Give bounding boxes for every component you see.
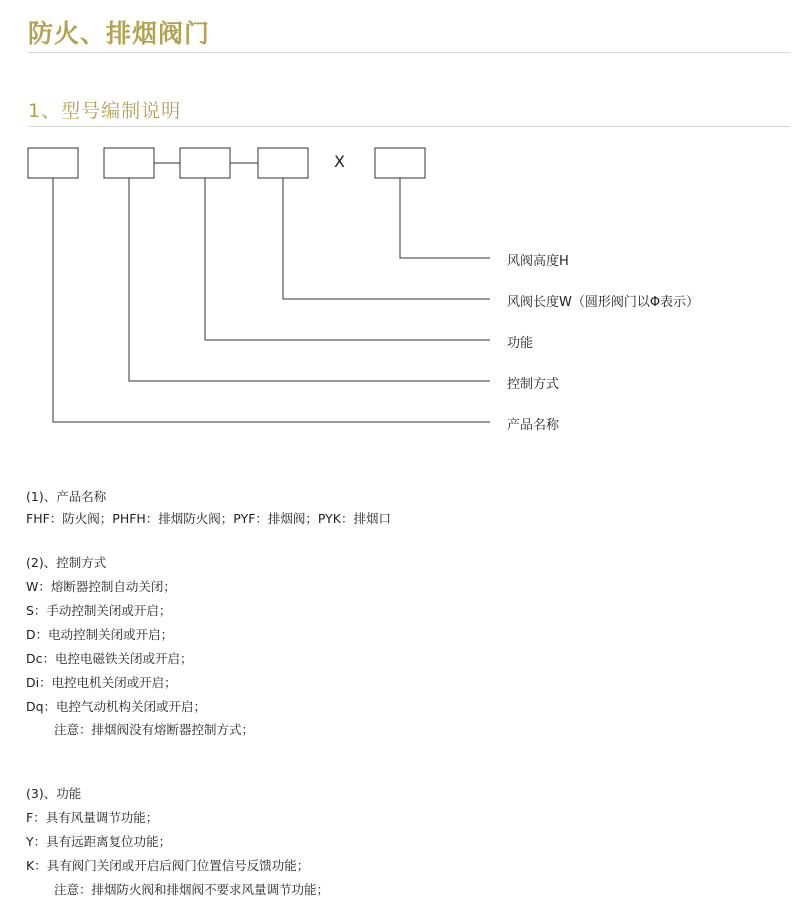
leader-length	[283, 178, 490, 299]
label-control: 控制方式	[507, 377, 560, 392]
model-code-diagram	[0, 0, 800, 440]
multiply-separator: X	[334, 152, 345, 171]
control-note: 注意：排烟阀没有熔断器控制方式；	[54, 722, 255, 737]
leader-height	[400, 178, 490, 258]
function-line: F：具有风量调节功能；	[26, 810, 159, 825]
leader-product	[53, 178, 490, 422]
label-product: 产品名称	[507, 418, 560, 433]
label-height: 风阀高度H	[507, 254, 569, 269]
box-length	[258, 148, 308, 178]
control-line: W：熔断器控制自动关闭；	[26, 579, 176, 594]
control-line: Dq：电控气动机构关闭或开启；	[26, 699, 207, 714]
control-line: Dc：电控电磁铁关闭或开启；	[26, 651, 193, 666]
function-line: K：具有阀门关闭或开启后阀门位置信号反馈功能；	[26, 858, 310, 873]
label-function: 功能	[507, 336, 534, 351]
control-line: Di：电控电机关闭或开启；	[26, 675, 177, 690]
section-title: 1、型号编制说明	[28, 100, 182, 122]
leader-control	[129, 178, 490, 381]
page-title: 防火、排烟阀门	[28, 19, 211, 48]
section-heading-function: (3)、功能	[26, 786, 82, 801]
leader-function	[205, 178, 490, 340]
function-line: Y：具有远距离复位功能；	[26, 834, 172, 849]
label-length: 风阀长度W（圆形阀门以Φ表示）	[507, 295, 700, 310]
control-line: S：手动控制关闭或开启；	[26, 603, 172, 618]
box-product	[28, 148, 78, 178]
section-heading-control: (2)、控制方式	[26, 555, 107, 570]
section-heading-product: (1)、产品名称	[26, 489, 107, 504]
function-note: 注意：排烟防火阀和排烟阀不要求风量调节功能；	[54, 882, 330, 897]
control-line: D：电动控制关闭或开启；	[26, 627, 174, 642]
box-function	[180, 148, 230, 178]
box-height	[375, 148, 425, 178]
product-line: FHF：防火阀；PHFH：排烟防火阀；PYF：排烟阀；PYK：排烟口	[26, 511, 391, 526]
box-control	[104, 148, 154, 178]
